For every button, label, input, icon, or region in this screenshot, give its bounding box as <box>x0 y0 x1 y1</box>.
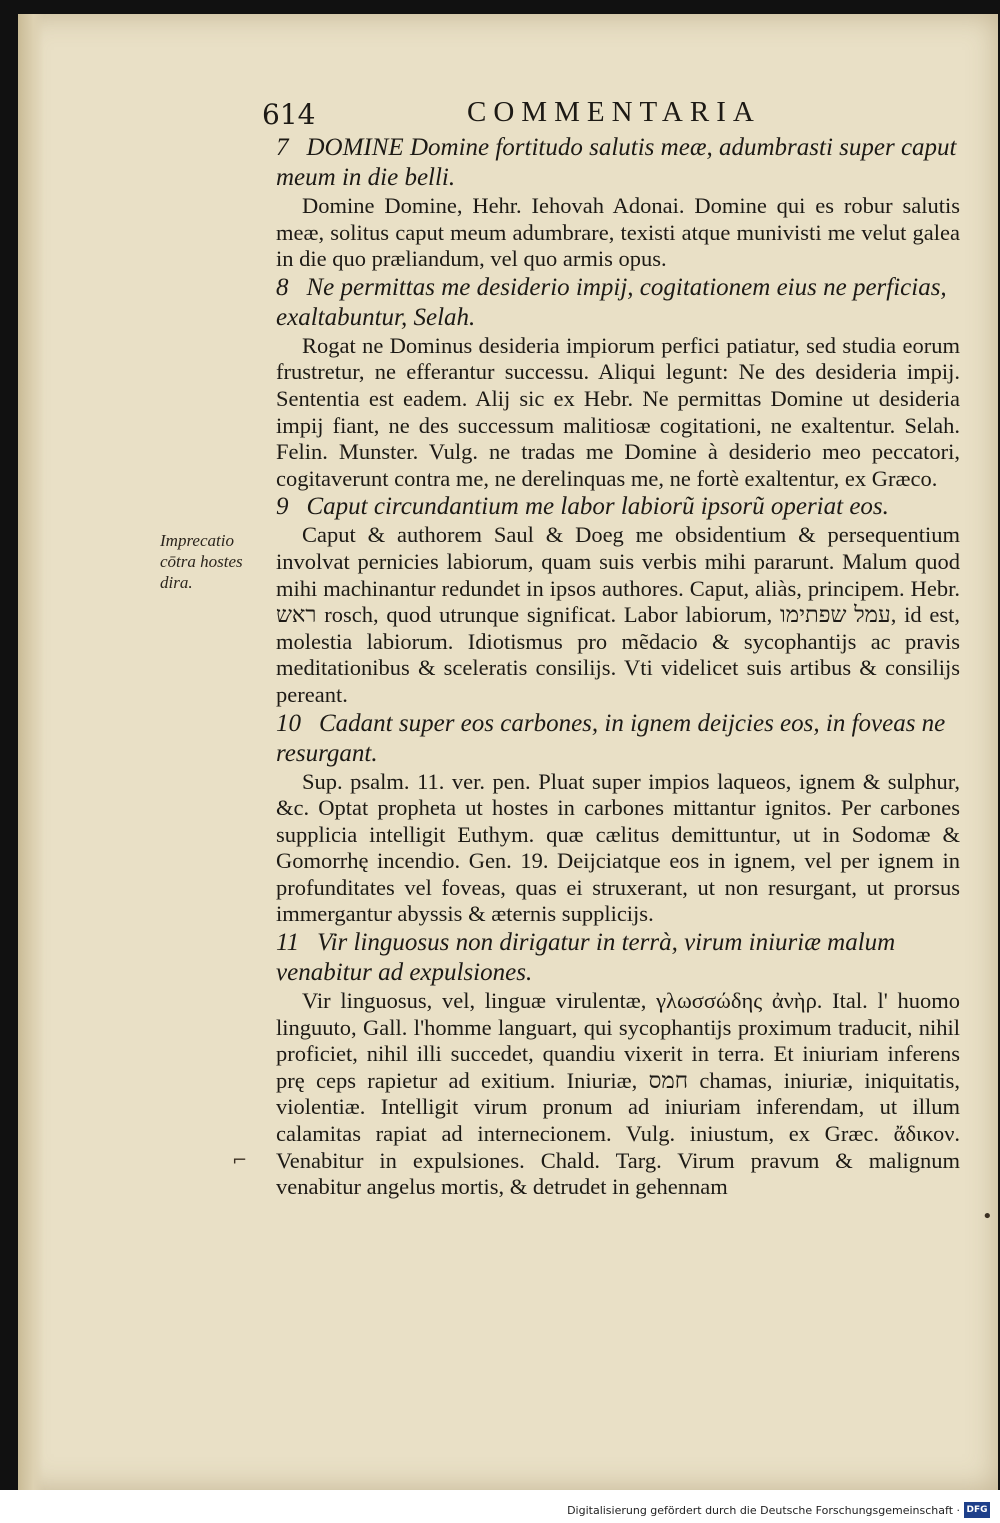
ink-blot: • <box>982 1206 993 1227</box>
margin-note: Imprecatio cōtra hostes dira. <box>160 531 243 592</box>
dfg-logo: DFG <box>964 1502 990 1518</box>
running-head: COMMENTARIA <box>467 96 761 128</box>
footer-bar <box>0 1500 1000 1523</box>
body-text <box>276 133 960 1201</box>
commentary-paragraph: Domine Domine, Hehr. Iehovah Adonai. Domine qui es robur salutis meæ, solitus caput meum adumbrare, texisti atque munivisti me velut galea in die quo præliandum, vel quo armis opus. <box>276 193 960 272</box>
verse-line <box>276 492 960 522</box>
verse-number: 7 <box>276 134 289 161</box>
ink-mark: ⌐ <box>232 1150 248 1171</box>
page-spine-shadow <box>18 14 44 1490</box>
verse-line <box>276 928 960 988</box>
page-number: 614 <box>262 98 316 131</box>
verse-text: Vir linguosus non dirigatur in terrà, virum iniuriæ malum venabitur ad expulsiones. <box>276 929 896 987</box>
page-header <box>262 96 962 136</box>
verse-line <box>276 273 960 333</box>
verse-text: Ne permittas me desiderio impij, cogitationem eius ne perficias, exaltabuntur, Selah. <box>276 273 947 331</box>
verse-text: Cadant super eos carbones, in ignem deijcies eos, in foveas ne resurgant. <box>276 709 946 767</box>
verse-number: 11 <box>276 929 300 957</box>
commentary-paragraph: Rogat ne Dominus desideria impiorum perfici patiatur, sed studia eorum frustretur, ne efferantur successu. Aliqui legunt: Ne des desideria impij. Sententia est eadem. Alij sic ex Hebr. Ne permittas Domine ut desideria impij fiant, ne des successum malitiosæ cogitationi, ne exaltentur. Selah. Felin. Munster. Vulg. ne tradas me Domine à desiderio meo peccatori, cogitaverunt contra me, ne derelinquas me, ne fortè exaltentur, ex Græco. <box>276 332 960 491</box>
verse-line <box>276 133 960 193</box>
commentary-paragraph: Sup. psalm. 11. ver. pen. Pluat super impios laqueos, ignem & sulphur, &c. Optat propheta ut hostes in carbones mittantur ignitos. Per carbones supplicia intelligit Euthym. quæ cælitus demittuntur, ut in Sodomæ & Gomorrhę incendio. Gen. 19. Deijciatque eos in ignem, vel per ignem in profunditates vel foveas, quas ei struxerant, ut non resurgant, ut prorsus immergantur abyssis & æternis supplicijs. <box>276 768 960 927</box>
verse-text: DOMINE Domine fortitudo salutis meæ, adumbrasti super caput meum in die belli. <box>276 134 957 191</box>
verse-number: 8 <box>276 273 289 301</box>
footer-credit: Digitalisierung gefördert durch die Deutsche Forschungsgemeinschaft · <box>567 1504 960 1517</box>
verse-number: 10 <box>276 709 301 737</box>
commentary-paragraph: Vir linguosus, vel, linguæ virulentæ, γλωσσώδης ἀνὴρ. Ital. l' huomo linguuto, Gall. l'homme languart, qui sycophantijs proximum traducit, nihil proficiet, nihil illi succedet, quandiu vixerit in terra. Et iniuriam inferens prę ceps rapietur ad exitium. Iniuriæ, חמס chamas, iniuriæ, iniquitatis, violentiæ. Intelligit virum pronum ad iniuriam inferendam, ut illum calamitas rapiat ad internecionem. Vulg. iniustum, ex Græc. ἄδικον. Venabitur in expulsiones. Chald. Targ. Virum pravum & malignum venabitur angelus mortis, & detrudet in gehennam <box>276 988 960 1200</box>
verse-number: 9 <box>276 493 289 521</box>
verse-line <box>276 709 960 769</box>
verse-text: Caput circundantium me labor labiorũ ipsorũ operiat eos. <box>306 493 889 521</box>
commentary-paragraph: Caput & authorem Saul & Doeg me obsidentium & persequentium involvat pernicies labiorum, quam suis verbis mihi pararunt. Malum quod mihi machinantur redundet in ipsos authores. Caput, aliàs, principem. Hebr. ראש rosch, quod utrunque significat. Labor labiorum, עמל שפתימו, id est, molestia labiorum. Idiotismus pro mẽdacio & sycophantijs ac pravis meditationibus & sceleratis consilijs. Vti videlicet suis artibus & consilijs pereant. <box>276 522 960 707</box>
